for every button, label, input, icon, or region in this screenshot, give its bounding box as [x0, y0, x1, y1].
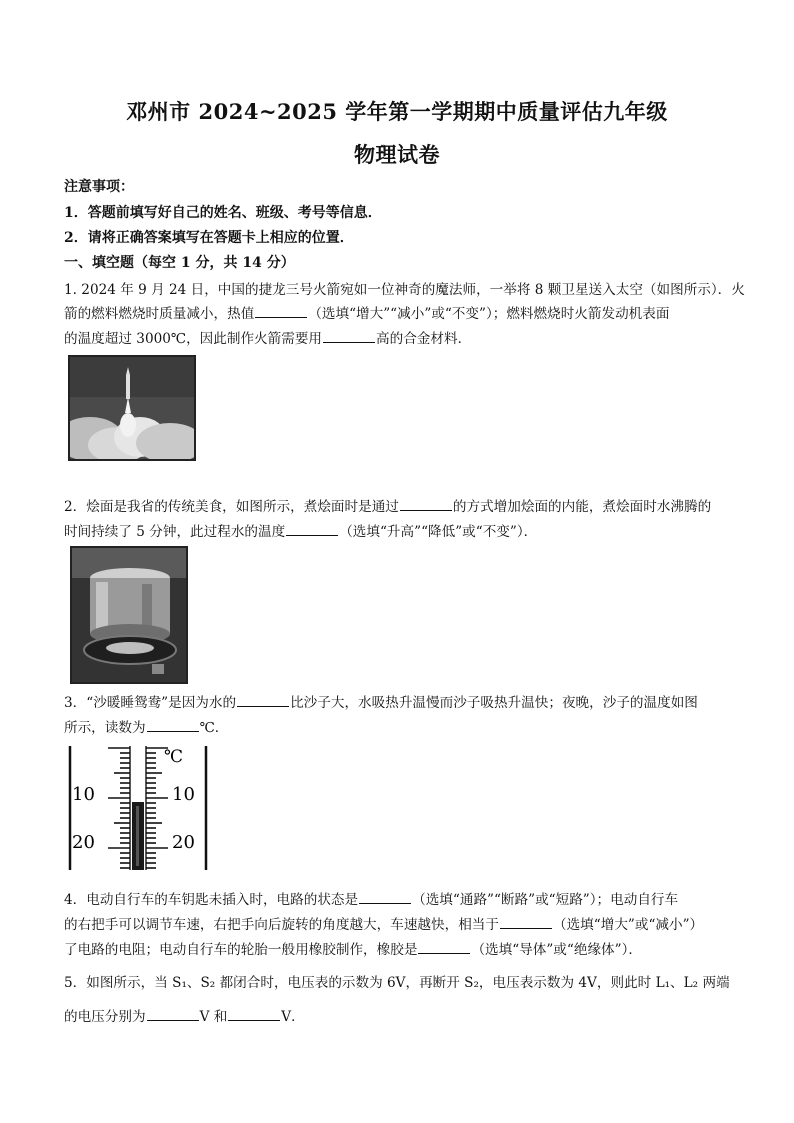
q4-line-3	[64, 938, 734, 958]
noodle-pot-photo	[70, 546, 188, 684]
q4-text-1b: （选填“通路”“断路”或“短路”）；电动自行车	[412, 892, 679, 908]
q3-line-2	[64, 716, 734, 736]
q3-text-2b: ℃．	[199, 720, 229, 736]
q3-text-2a: 所示，读数为	[64, 720, 146, 736]
q1-blank-2[interactable]	[323, 330, 375, 343]
thermo-label-right-20: 20	[172, 832, 195, 853]
q1-text-3a: 的温度超过 3000℃，因此制作火箭需要用	[64, 331, 323, 347]
q1-text-3b: 高的合金材料．	[376, 331, 472, 347]
q5-blank-1[interactable]	[147, 1008, 199, 1021]
q3-text-1a: 3．“沙暖睡鸳鸯”是因为水的	[64, 695, 237, 711]
q5-text-2b: V 和	[199, 1009, 228, 1025]
q2-blank-2[interactable]	[286, 523, 338, 536]
q4-blank-2[interactable]	[500, 916, 552, 929]
q5-text-2c: V．	[281, 1009, 305, 1025]
q3-text-1b: 比沙子大，水吸热升温慢而沙子吸热升温快；夜晚，沙子的温度如图	[290, 695, 698, 711]
q4-text-2a: 的右把手可以调节车速，右把手向后旋转的角度越大，车速越快，相当于	[64, 917, 499, 933]
rocket-launch-photo	[68, 355, 196, 461]
exam-title: 邓州市 2024~2025 学年第一学期期中质量评估九年级	[126, 99, 668, 124]
boiling-pot-image	[72, 548, 186, 682]
q2-text-2a: 时间持续了 5 分钟，此过程水的温度	[64, 524, 286, 540]
thermo-ticks-left	[108, 748, 130, 868]
q3-blank-2[interactable]	[147, 719, 199, 732]
q2-text-1a: 2．烩面是我省的传统美食，如图所示，煮烩面时是通过	[64, 499, 399, 515]
q2-text-2b: （选填“升高”“降低”或“不变”）．	[339, 524, 538, 540]
thermometer-figure	[64, 744, 214, 872]
section-heading-fill-in: 一、填空题（每空 1 分，共 14 分）	[64, 255, 295, 271]
thermo-unit-label: ℃	[164, 747, 184, 767]
q1-line-2	[64, 302, 734, 322]
q1-line-1: 1. 2024 年 9 月 24 日，中国的捷龙三号火箭宛如一位神奇的魔法师，一举将 8 颗卫星送入太空（如图所示）．火	[64, 282, 745, 298]
q4-line-1	[64, 888, 734, 908]
thermometer-diagram	[64, 744, 214, 872]
q3-line-1	[64, 691, 734, 711]
q2-line-1	[64, 495, 734, 515]
q1-text-2b: （选填“增大”“减小”或“不变”）；燃料燃烧时火箭发动机表面	[308, 306, 670, 322]
thermo-label-left-10: 10	[72, 784, 95, 805]
thermo-liquid-highlight	[136, 806, 139, 866]
q4-text-1a: 4．电动自行车的车钥匙未插入时，电路的状态是	[64, 892, 359, 908]
q2-line-2	[64, 520, 734, 540]
q5-line-2	[64, 1005, 734, 1025]
q4-text-3b: （选填“导体”或“绝缘体”）．	[471, 942, 642, 958]
q4-blank-3[interactable]	[418, 941, 470, 954]
rocket-launch-image	[70, 357, 194, 459]
note-item-1: 1．答题前填写好自己的姓名、班级、考号等信息．	[64, 205, 382, 221]
q2-blank-1[interactable]	[400, 498, 452, 511]
q1-blank-1[interactable]	[255, 305, 307, 318]
q5-text-2a: 的电压分别为	[64, 1009, 146, 1025]
thermo-label-left-20: 20	[72, 832, 95, 853]
note-item-2: 2．请将正确答案填写在答题卡上相应的位置．	[64, 230, 354, 246]
q5-blank-2[interactable]	[228, 1008, 280, 1021]
exam-subtitle: 物理试卷	[354, 142, 440, 167]
q4-blank-1[interactable]	[359, 891, 411, 904]
q3-blank-1[interactable]	[237, 694, 289, 707]
q2-text-1b: 的方式增加烩面的内能，煮烩面时水沸腾的	[452, 499, 712, 515]
q4-text-2b: （选填“增大”或“减小”）	[553, 917, 704, 933]
notes-heading: 注意事项：	[64, 179, 134, 195]
q1-line-3	[64, 327, 734, 347]
thermo-label-right-10: 10	[172, 784, 195, 805]
q4-text-3a: 了电路的电阻；电动自行车的轮胎一般用橡胶制作，橡胶是	[64, 942, 418, 958]
q5-line-1: 5．如图所示，当 S₁、S₂ 都闭合时，电压表的示数为 6V，再断开 S₂，电压表示数为 4V，则此时 L₁、L₂ 两端	[64, 975, 730, 991]
q4-line-2	[64, 913, 734, 933]
q1-text-2a: 箭的燃料燃烧时质量减小，热值	[64, 306, 255, 322]
